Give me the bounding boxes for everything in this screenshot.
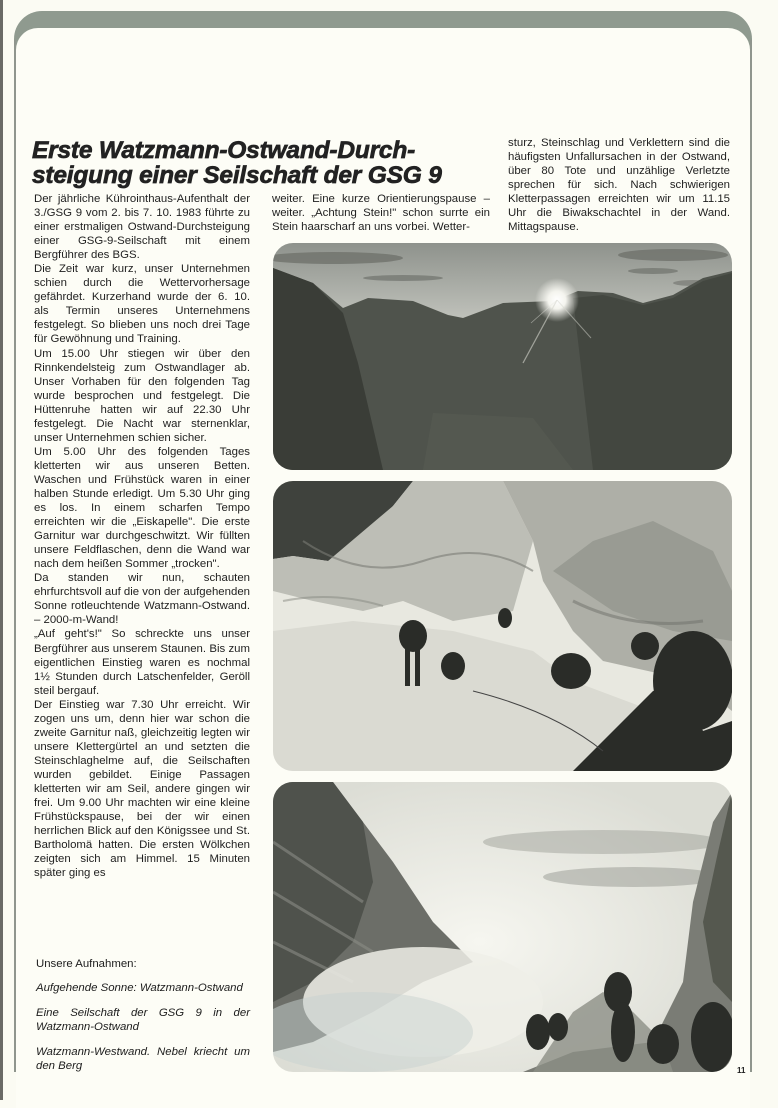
captions-heading: Unsere Aufnahmen: xyxy=(36,958,137,970)
caption-photo-1: Aufgehende Sonne: Watzmann-Ostwand xyxy=(36,982,243,994)
paragraph: Die Zeit war kurz, unser Unternehmen schien durch die Wettervorhersage gefährdet. Kurzerhand wurde der 6. 10. als Termin unseres Unternehmens festgelegt. So blieben uns noch drei Tage für Gewöhnung und Training. xyxy=(34,263,250,346)
page-number: 11 xyxy=(737,1066,746,1075)
paragraph: Da standen wir nun, schauten ehrfurchtsvoll auf die von der aufgehenden Sonne rotleuchtende Watzmann-Ostwand. – 2000-m-Wand! xyxy=(34,572,250,627)
paragraph: „Auf geht's!" So schreckte uns unser Bergführer aus unserem Staunen. Bis zum eigentlichen Einstieg waren es nochmal 1½ Stunden durch Latschenfelder, Geröll steil bergauf. xyxy=(34,628,250,697)
sunrise-mountain-image xyxy=(273,243,732,470)
caption-photo-3: Watzmann-Westwand. Nebel kriecht um den Berg xyxy=(36,1046,250,1072)
photo-fog-ridge xyxy=(273,782,732,1072)
page-frame-left-rule xyxy=(14,40,16,1072)
paragraph: Um 5.00 Uhr des folgenden Tages kletterten wir aus unseren Betten. Waschen und Frühstück waren in einer halben Stunde erledigt. Um 5.30 Uhr ging es los. In einem scharfen Tempo erreichten wir die „Eiskapelle". Die erste Garnitur war durchgeschwitzt. Wir füllten unsere Feldflaschen, denn die Wand war nach dem heißen Sommer „trocken". xyxy=(34,445,250,571)
headline-line-1: Erste Watzmann-Ostwand-Durch- xyxy=(32,137,416,164)
article-column-1 xyxy=(34,192,250,880)
paragraph: Um 15.00 Uhr stiegen wir über den Rinnkendelsteig zum Ostwandlager ab. Unser Vorhaben für den folgenden Tag wurde besprochen und festgelegt. Die Hüttenruhe hatten wir auf 22.30 Uhr festgelegt. Die Nacht war sternenklar, unser Unternehmen schien sicher. xyxy=(34,347,250,444)
article-headline xyxy=(32,138,502,188)
paragraph: Der Einstieg war 7.30 Uhr erreicht. Wir zogen uns um, denn hier war schon die zweite Garnitur naß, gleichzeitig legten wir unsere Klettergürtel an und setzten die Steinschlaghelme auf, die Seilschaften wurden gebildet. Einige Passagen kletterten wir am Seil, andere gingen wir frei. Um 9.00 Uhr machten wir eine kleine Frühstückspause, bei der wir einen herrlichen Blick auf den Königssee und St. Bartholomä hatten. Die ersten Wölkchen zeigten sich am Himmel. 15 Minuten später ging es xyxy=(34,698,250,880)
article-column-2 xyxy=(272,192,490,234)
climbers-rock-gully-image xyxy=(273,481,732,771)
headline-line-2: steigung einer Seilschaft der GSG 9 xyxy=(32,162,442,189)
photo-climbers-gully xyxy=(273,481,732,771)
caption-photo-2: Eine Seilschaft der GSG 9 in der Watzmann-Ostwand xyxy=(36,1007,250,1033)
page-frame-right-rule xyxy=(750,40,752,1072)
paragraph: weiter. Eine kurze Orientierungspause – weiter. „Achtung Stein!" schon surrte ein Stein haarscharf an uns vorbei. Wetter- xyxy=(272,193,490,234)
paragraph: sturz, Steinschlag und Verklettern sind die häufigsten Unfallursachen in der Ostwand, über 80 Tote und unzählige Verletzte sprechen für sich. Nach schwierigen Kletterpassagen erreichten wir um 11.15 Uhr die Biwakschachtel in der Wand. Mittagspause. xyxy=(508,137,730,234)
paragraph: Der jährliche Kührointhaus-Aufenthalt der 3./GSG 9 vom 2. bis 7. 10. 1983 führte zu einer erstmaligen Ostwand-Durchsteigung einer GSG-9-Seilschaft mit einem Bergführer des BGS. xyxy=(34,193,250,262)
photo-captions xyxy=(36,957,250,1084)
fog-mountain-climbers-image xyxy=(273,782,732,1072)
article-column-3 xyxy=(508,136,730,234)
scan-edge xyxy=(0,0,3,1100)
photo-sunrise xyxy=(273,243,732,470)
